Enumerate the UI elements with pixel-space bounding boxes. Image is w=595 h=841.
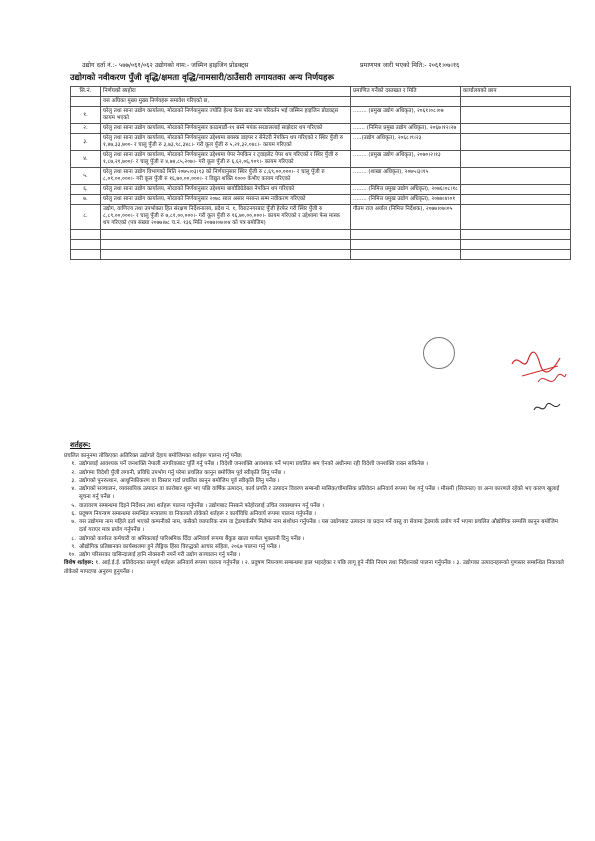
row-signature: ........ (शाखा अधिकृत), २०७५।३।१५ [351,168,461,185]
condition-text: यस उद्योगमा नाम पहिले दर्ता भएको कम्पनीको नाम, कसैको व्यापारिक नाम वा ट्रेडमार्कसँग मिलेमा नाम संशोधन गर्नुपर्नेछ । यस उद्योगबाट उत्पादन वा प्रदान गर्ने वस्तु वा सेवामा ट्रेडमार्क प्रयोग गर्ने भएमा प्रचलित औद्योगिक सम्पत्ति कानून बमोजिम दर्ता गराएर मात्र प्रयोग गर्नुपर्नेछ । [79,519,558,534]
condition-item [64,485,564,502]
row-signature: ........ (प्रमुख उद्योग अधिकृत), २०७०।२।१३ [351,151,461,168]
condition-number: ४. [71,486,76,492]
table-row [71,97,571,107]
row-serial: ३. [71,134,101,151]
condition-text: उद्योगमा विदेशी पुँजी लगानी, प्रविधि उपभोग गर्नु परेमा प्रचलित कानून बमोजिम पूर्व स्वीकृति लिनु पर्नेछ । [79,469,286,476]
condition-number: ३. [71,477,76,484]
registration-line [82,60,562,69]
row-signature: ....... (निमित्त प्रमुख उद्योग अधिकृत), २०६७।१२।२७ [351,124,461,134]
condition-text: उद्योग परिसरका वासिन्दालाई हानि नोक्सानी नपर्ने गरी उद्योग सञ्चालन गर्नु पर्नेछ । [79,552,241,558]
condition-number: २. [71,469,76,476]
table-row [71,205,571,229]
row-description: घरेलु तथा साना उद्योग कार्यालय, मोरङको निर्णयानुसार काठमाडौं-११ बस्ने मयंक सरडाललाई साझेदार थप गरिएको [101,124,351,134]
condition-text: उद्योगको पुनरुत्थान, आधुनिकीकरण वा विस्तार गर्दा प्रचलित कानून बमोजिम पूर्व स्वीकृति लिनु पर्नेछ । [79,477,280,484]
condition-item [64,518,564,535]
condition-item [64,502,564,510]
row-serial: ५. [71,168,101,185]
row-serial: ७. [71,195,101,205]
row-office-seal [461,124,571,134]
row-office-seal [461,205,571,229]
empty-row [71,229,571,239]
special-conditions [64,559,564,576]
row-serial: ४. [71,151,101,168]
row-description: घरेलु तथा साना उद्योग कार्यालय, मोरङको निर्णयानुसार ज्योति हेल्थ केयर बाट नाम परिवर्तन भई जस्मिन हाइजिन प्रोडक्ट्स कायम भएको [101,107,351,124]
black-signature [532,398,562,418]
row-signature: ........ (निमित्त प्रमुख उद्योग अधिकृत), २०७७।४।०१ [351,195,461,205]
empty-row [71,239,571,249]
condition-text: औद्योगिक प्रतिष्ठानका कार्यस्थलमा हुने लैङ्गिक हिंसा विरुद्धको आचार संहिता, २०६७ पालना गर्नु पर्नेछ । [79,543,281,550]
condition-item [64,543,564,551]
condition-item [64,460,564,468]
row-signature: .....(उद्योग अधिकृत), २०६८।९।२३ [351,134,461,151]
header-signature: प्रमाणित गर्नेको दस्तखत र मिति [351,87,461,97]
conditions-intro: प्रचलित कानूनमा तोकिएका अतिरिक्त उद्योगले देहाय बमोजिमका शर्तहरू पालना गर्नु पर्नेछ: [64,453,243,459]
table-row [71,195,571,205]
row-serial: १. [71,107,101,124]
row-description: घरेलु तथा साना उद्योग कार्यालय, मोरङको निर्णयानुसार २०७८ साल असार मसान्त सम्म नवीकरण गरिएको [101,195,351,205]
condition-item [64,469,564,477]
condition-item [64,551,564,559]
condition-number: ७. [71,519,76,525]
special-conditions-text: १. आई.ई.ई. प्रतिवेदनका सम्पूर्ण शर्तहरू अनिवार्य रूपमा पालना गर्नुपर्नेछ । २. प्रदुषण नियन्त्रण सम्बन्धमा हाल भइरहेका र पछि लागू हुने नीति नियम तथा निर्देशनको पालना गर्नुपर्नेछ । ३. उद्योगका उत्पादनहरूको गुणस्तर सम्बन्धित निकायले तोकेको मापदण्ड अनुरुप हुनुपर्नेछ । [64,560,564,575]
condition-text: वातावरण सम्बन्धमा दिइने निर्देशन तथा शर्तहरू पालना गर्नुपर्नेछ । उद्योगबाट निस्कने फोहोरलाई उचित व्यवस्थापन गर्नु पर्नेछ । [79,502,324,509]
table-row [71,124,571,134]
condition-text: प्रदूषण नियन्त्रण सम्बन्धमा समन्धित मन्त्रालय वा निकायले तोकेको शर्तहरू र कार्यविधि अनिवार्य रूपमा पालना गर्नुपर्नेछ । [79,510,316,517]
row-serial: २. [71,124,101,134]
table-row [71,185,571,195]
condition-text: उद्योगको कार्यरत कर्मचारी वा श्रमिकलाई पारिश्रमिक दिँदा अनिवार्य रूपमा बैंकुङ खाता मार्फत भुक्तानी दिनु पर्नेछ । [79,535,305,542]
condition-item [64,510,564,518]
conditions-section [64,452,564,576]
row-office-seal [461,185,571,195]
registration-info: उद्योग दर्ता नं.:- ५७७/०६१/०६२ उद्योगको नाम:- जस्मिन हाइजिन प्रोडक्ट्स [82,62,249,69]
decisions-table [70,86,571,260]
condition-text: उद्योगलाई आवश्यक पर्ने जनशक्ति नेपाली नागरिकबाट पूर्ति गर्नु पर्नेछ । विदेशी जनशक्ति आवश्यक पर्ने भएमा प्रचलित श्रम ऐनको अधीनमा रही विदेशी जनशक्ति राख्न सकिनेछ । [79,461,428,468]
condition-number: ६. [71,510,76,517]
row-description: घरेलु तथा साना उद्योग कार्यालय, मोरङको निर्णयानुसार उद्देश्यमा पेपर नेपकिन र ट्वाइलेट पेपर थप गरिएको र स्थिर पुँजी रु १,८७,२१,७००/- र चालु पुँजी रु ४,७४,८५,२०७।- गरी कूल पुँजी रु ६,६२,०६,९०९।- कायम गरिएको [101,151,351,168]
table-row [71,107,571,124]
table-row [71,134,571,151]
row-serial: ८. [71,205,101,229]
page-title: उद्योगको नवीकरण पुँजी वृद्धि/क्षमता वृद्धि/नामसारी/ठाउँसारी लगायतका अन्य निर्णयहरू [70,72,334,82]
office-seal-stamp [423,337,455,369]
header-description: निर्णयको ब्यहोरा [101,87,351,97]
row-description: उद्योग, वाणिज्य तथा उपभोक्ता हित संरक्षण निर्देशनालय, प्रदेश नं. १, विराटनगरबाट पुँजी हेरफेर गरी स्थिर पुँजी रु ८,८९,००,०००।- र चालु पुँजी रु ७,८१,००,०००।- गरी कूल पुँजी रु १६,७०,००,०००।- कायम गरिएको र उद्देश्यमा फेस मास्क थप गरिएको (पत्र संख्या २०७७।७८ च.नं. १३६ मिति २०७७।०७।०४ को पत्र बमोजिम) [101,205,351,229]
row-office-seal [461,168,571,185]
conditions-title: शर्तहरू: [70,441,91,449]
certificate-date: प्रमाणपत्र जारी भएको मिति:- २०६१।०७।१६ [360,62,460,69]
header-serial: सि.नं. [71,87,101,97]
row-description: घरेलु तथा साना उद्योग विभागको मिति २०७५।०३।१३ को निर्णयानुसार स्थिर पुँजी रु ८,६९,००,०००।- र चालु पुँजी रु ८,०१,००,०००।- गरी कूल पुँजी रु १६,७०,००,०००।- र विद्युत शक्ति १००० केभीए कायम गरिएको [101,168,351,185]
row-office-seal [461,134,571,151]
condition-number: ९. [71,543,76,550]
conditions-list [64,460,564,559]
row-signature: गौतम राज अर्याल (निमित्त निर्देशक), २०७७।०७।०५ [351,205,461,229]
row-description: घरेलु तथा साना उद्योग कार्यालय, मोरङको निर्णयानुसार उद्देश्यमा बायोडिग्रेडेबल नेपकिन थप गरिएको [101,185,351,195]
table-row [71,168,571,185]
row-signature: ........ (प्रमुख उद्योग अधिकृत), २०६१।०८।०७ [351,107,461,124]
condition-number: ८. [71,535,76,542]
row-signature: ........ (निमित्त प्रमुख उद्योग अधिकृत), २०७६।०८।१८ [351,185,461,195]
condition-item [64,535,564,543]
row-serial: ६. [71,185,101,195]
row-office-seal [461,151,571,168]
intro-cell: यस अघिका मुख्य मुख्य निर्णयहरू समावेश गरिएको छ, [101,97,351,107]
special-conditions-label: विशेष शर्तहरू: [64,560,94,567]
condition-number: १. [71,461,76,468]
row-office-seal [461,195,571,205]
condition-number: ५. [71,502,76,509]
condition-number: १०. [68,552,76,558]
row-office-seal [461,107,571,124]
table-row [71,151,571,168]
condition-item [64,477,564,485]
table-header-row [71,87,571,97]
header-office-seal: कार्यालयको छाप [461,87,571,97]
condition-text: उद्योगको सञ्चालन, व्यवसायिक उत्पादन वा कारोबार शुरू भए पछि वार्षिक उत्पादन, कार्य प्रगति र उत्पादन विवरण सम्बन्धी मासिक/चौमासिक प्रतिवेदन अनिवार्य रूपमा पेश गर्नु पर्नेछ । मौसमी (सिजनल) वा अन्य कारणले रहेको भए कारण खुलाई सूचना गर्नु पर्नेछ । [79,486,560,501]
row-description: घरेलु तथा साना उद्योग कार्यालय, मोरङको निर्णयानुसार उद्देश्यमा बयस्क डाइपर र सेनेटरी नेपकिन थप गरिएको र स्थिर पुँजी रु १,४७,३३,७००- र चालु पुँजी रु ३,७३,९८,३४८।- गरी कूल पुँजी रु ५,२१,३२,०४८।- कायम गरिएको [101,134,351,151]
empty-row [71,249,571,259]
